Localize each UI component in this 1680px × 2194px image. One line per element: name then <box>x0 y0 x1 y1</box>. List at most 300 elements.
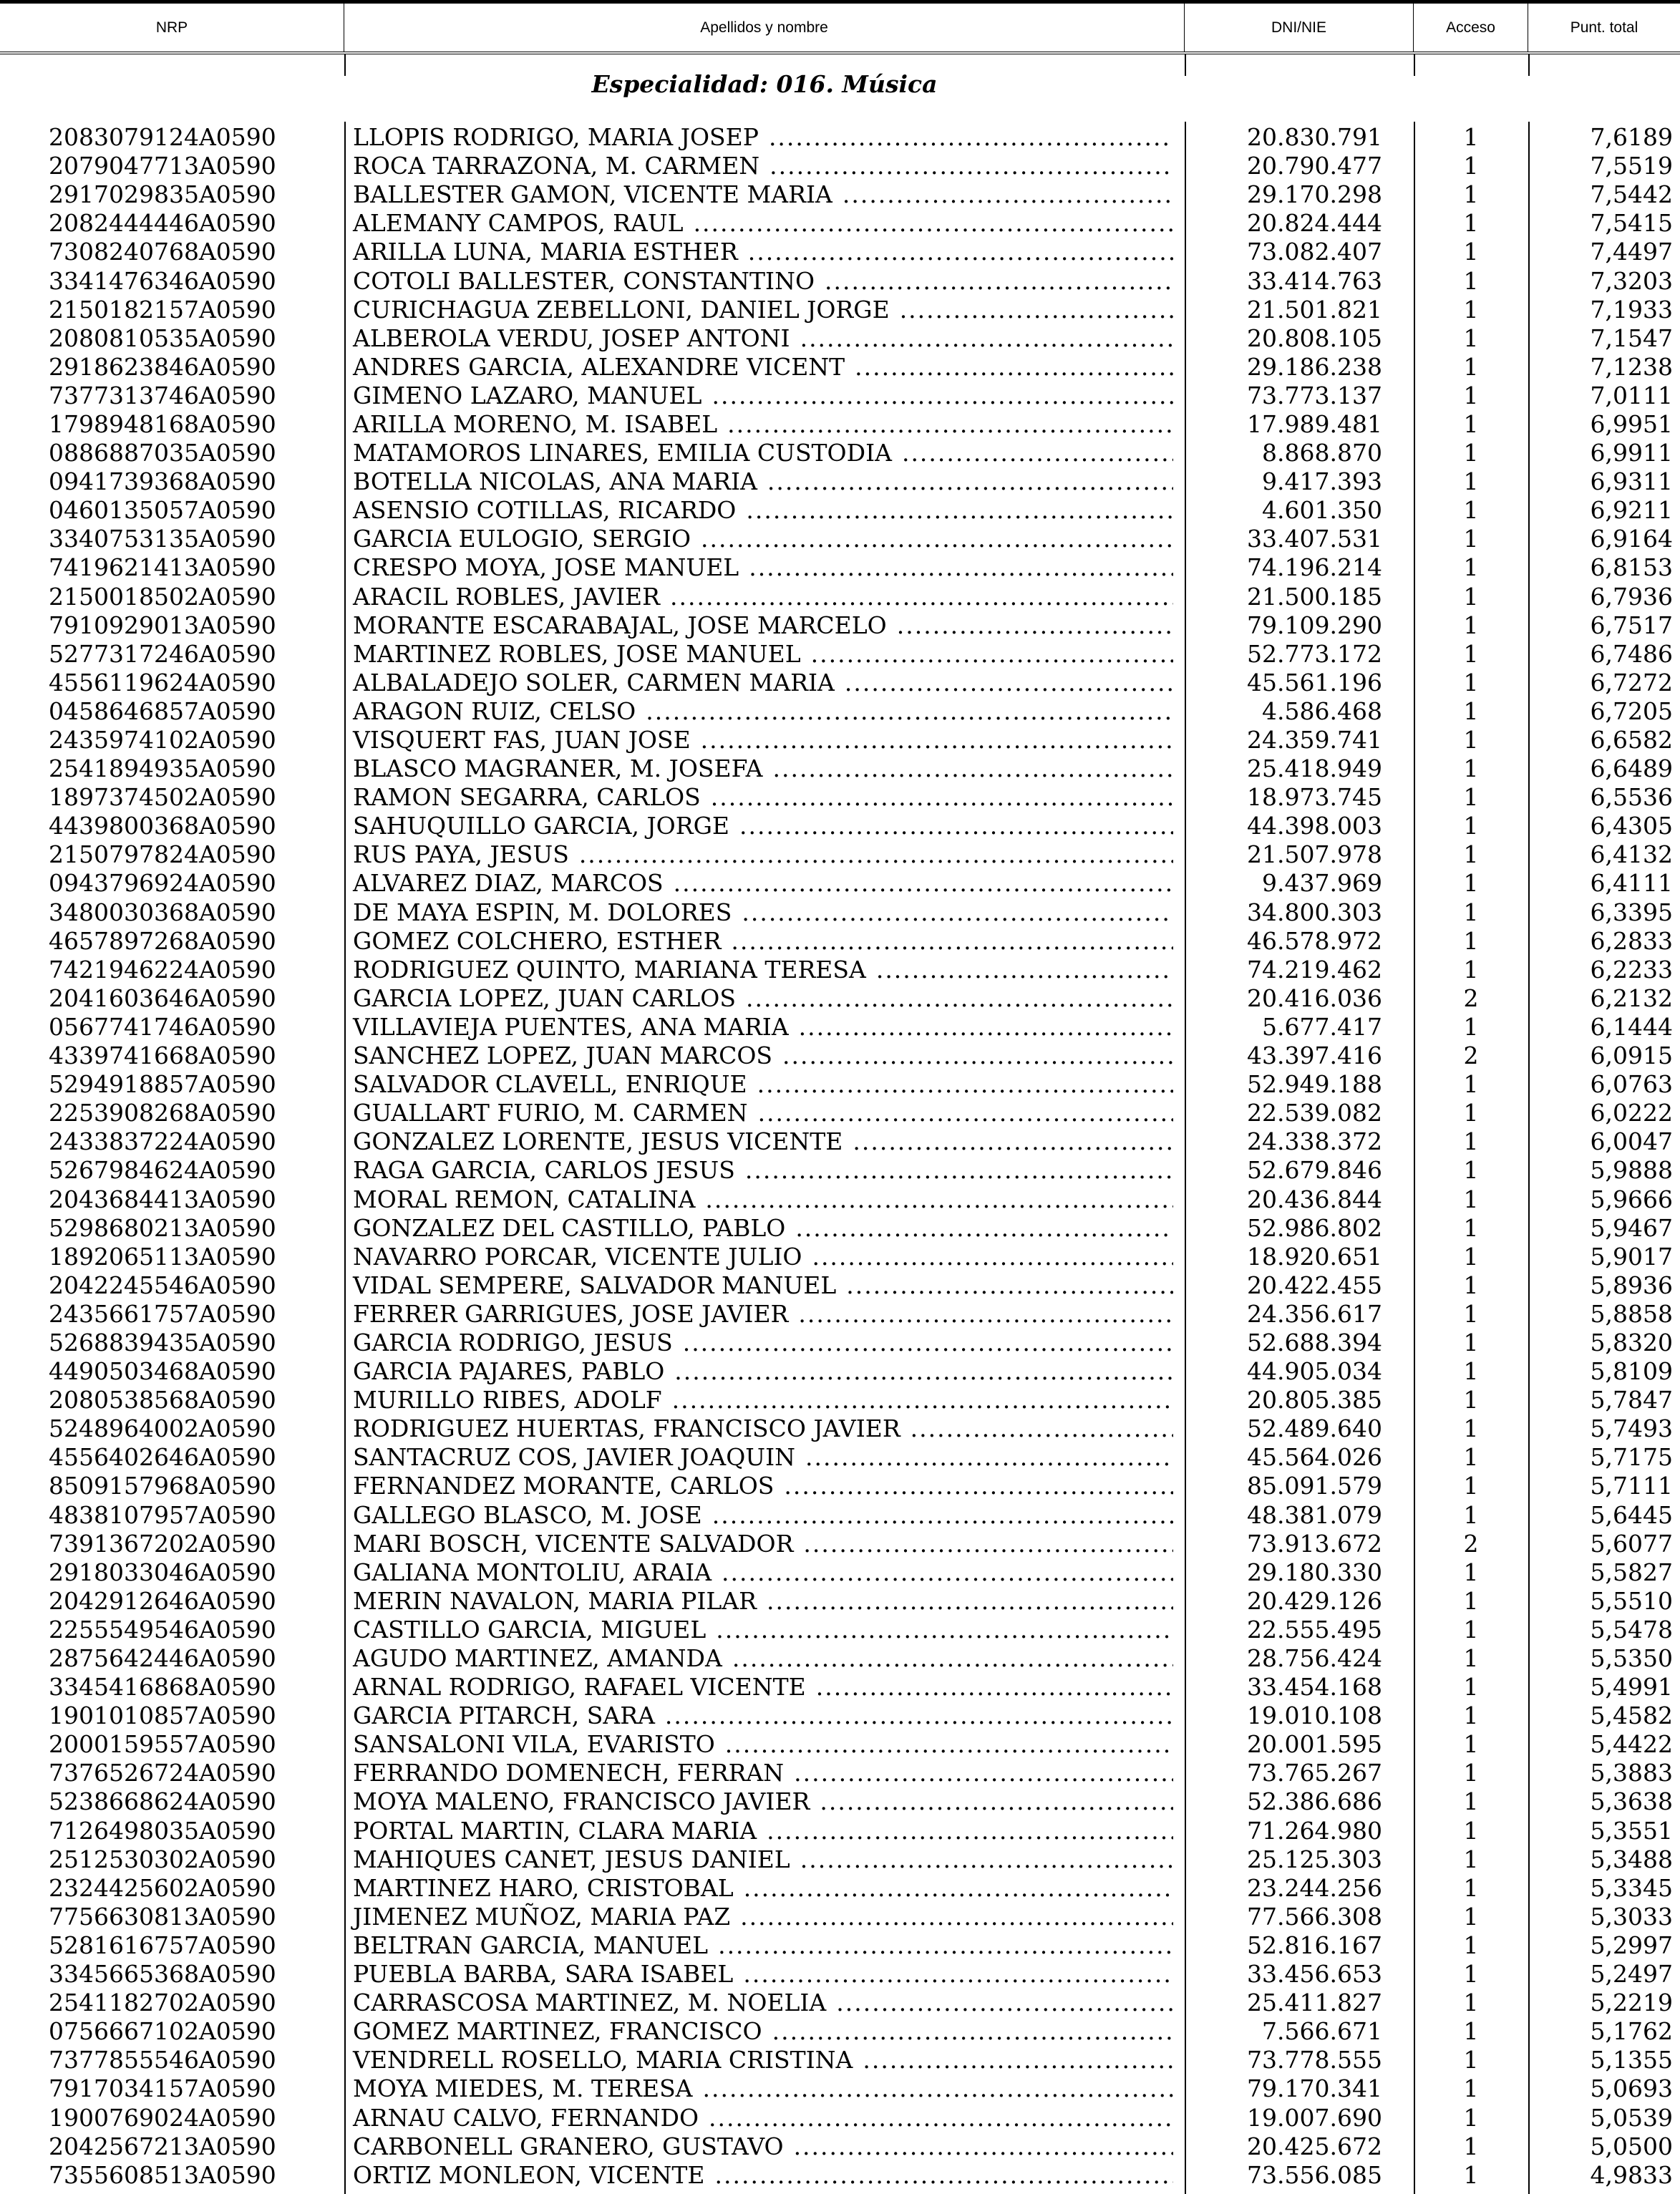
dni-cell: 74.219.462 <box>1247 955 1382 984</box>
acceso-cell: 1 <box>1463 668 1479 696</box>
nrp-cell: 2150797824A0590 <box>49 840 276 869</box>
name-cell <box>344 1329 1185 1357</box>
punt-total-cell: 5,4991 <box>1590 1673 1673 1702</box>
acceso-cell: 1 <box>1463 1443 1479 1472</box>
table-row <box>0 783 1680 812</box>
acceso-cell: 1 <box>1463 1759 1479 1787</box>
table-row <box>0 1730 1680 1759</box>
name-text: GALLEGO BLASCO, M. JOSE <box>353 1500 702 1529</box>
name-text: ARILLA LUNA, MARIA ESTHER <box>353 238 738 266</box>
punt-total-cell: 5,8936 <box>1590 1271 1673 1299</box>
dni-cell: 9.417.393 <box>1262 467 1382 496</box>
nrp-cell: 4490503468A0590 <box>49 1357 276 1386</box>
name-cell <box>344 1042 1185 1070</box>
table-row <box>0 1386 1680 1414</box>
table-row <box>0 1587 1680 1616</box>
nrp-cell: 2435974102A0590 <box>49 726 276 754</box>
punt-total-cell: 7,6189 <box>1590 123 1673 152</box>
name-cell <box>344 1243 1185 1271</box>
dni-cell: 77.566.308 <box>1247 1902 1382 1931</box>
punt-total-cell: 6,6489 <box>1590 754 1673 783</box>
dot-leader <box>757 1817 1173 1845</box>
nrp-cell: 7376526724A0590 <box>49 1759 276 1787</box>
table-row <box>0 583 1680 611</box>
nrp-cell: 7421946224A0590 <box>49 955 276 984</box>
dni-cell: 25.418.949 <box>1247 754 1382 783</box>
acceso-cell: 1 <box>1463 1845 1479 1873</box>
dni-cell: 52.489.640 <box>1247 1414 1382 1443</box>
nrp-cell: 0941739368A0590 <box>49 467 276 496</box>
dni-cell: 45.561.196 <box>1247 668 1382 696</box>
dni-cell: 29.186.238 <box>1247 352 1382 381</box>
punt-total-cell: 6,9951 <box>1590 409 1673 438</box>
dot-leader <box>748 1099 1173 1127</box>
acceso-cell: 1 <box>1463 1500 1479 1529</box>
dot-leader <box>890 296 1173 324</box>
nrp-cell: 2080810535A0590 <box>49 324 276 352</box>
table-row <box>0 496 1680 525</box>
punt-total-cell: 6,4111 <box>1590 869 1673 898</box>
name-text: SAHUQUILLO GARCIA, JORGE <box>353 812 730 840</box>
dni-cell: 52.773.172 <box>1247 639 1382 668</box>
nrp-cell: 7756630813A0590 <box>49 1902 276 1931</box>
acceso-cell: 1 <box>1463 409 1479 438</box>
acceso-cell: 1 <box>1463 553 1479 582</box>
nrp-cell: 2541894935A0590 <box>49 754 276 783</box>
punt-total-cell: 7,5519 <box>1590 152 1673 180</box>
name-text: NAVARRO PORCAR, VICENTE JULIO <box>353 1242 802 1271</box>
name-text: GARCIA LOPEZ, JUAN CARLOS <box>353 984 736 1012</box>
dot-leader <box>729 812 1173 840</box>
dot-leader <box>664 869 1173 898</box>
punt-total-cell: 6,9311 <box>1590 467 1673 496</box>
acceso-cell: 1 <box>1463 754 1479 783</box>
name-cell <box>344 467 1185 496</box>
punt-total-cell: 6,7205 <box>1590 696 1673 725</box>
name-text: GONZALEZ DEL CASTILLO, PABLO <box>353 1213 786 1242</box>
punt-total-cell: 7,0111 <box>1590 381 1673 409</box>
nrp-cell: 4556119624A0590 <box>49 668 276 696</box>
name-text: MOYA MIEDES, M. TERESA <box>353 2074 693 2103</box>
name-text: CARRASCOSA MARTINEZ, M. NOELIA <box>353 1989 827 2017</box>
acceso-cell: 1 <box>1463 2160 1479 2189</box>
punt-total-cell: 5,9017 <box>1590 1242 1673 1271</box>
name-text: FERRER GARRIGUES, JOSE JAVIER <box>353 1299 789 1328</box>
name-text: RODRIGUEZ HUERTAS, FRANCISCO JAVIER <box>353 1414 900 1443</box>
acceso-cell: 1 <box>1463 898 1479 926</box>
punt-total-cell: 5,0693 <box>1590 2074 1673 2103</box>
dot-leader <box>759 152 1173 180</box>
acceso-cell: 1 <box>1463 266 1479 295</box>
dot-leader <box>736 496 1173 525</box>
name-text: GALIANA MONTOLIU, ARAIA <box>353 1558 712 1586</box>
dot-leader <box>772 1042 1173 1070</box>
punt-total-cell: 6,7486 <box>1590 639 1673 668</box>
table-row <box>0 1042 1680 1070</box>
dot-leader <box>691 726 1173 754</box>
dot-leader <box>662 1386 1173 1414</box>
dot-leader <box>795 1443 1173 1472</box>
dni-cell: 73.082.407 <box>1247 238 1382 266</box>
dot-leader <box>721 927 1173 956</box>
column-divider <box>1414 54 1415 76</box>
table-row <box>0 1787 1680 1816</box>
table-row <box>0 525 1680 553</box>
dni-cell: 52.986.802 <box>1247 1213 1382 1242</box>
dot-leader <box>790 1845 1173 1874</box>
acceso-cell: 1 <box>1463 1615 1479 1644</box>
nrp-cell: 5277317246A0590 <box>49 639 276 668</box>
dni-cell: 20.830.791 <box>1247 123 1382 152</box>
name-text: MOYA MALENO, FRANCISCO JAVIER <box>353 1787 810 1816</box>
punt-total-cell: 5,0500 <box>1590 2132 1673 2160</box>
name-text: ORTIZ MONLEON, VICENTE <box>353 2160 705 2189</box>
nrp-cell: 1892065113A0590 <box>49 1242 276 1271</box>
punt-total-cell: 6,3395 <box>1590 898 1673 926</box>
name-cell <box>344 1989 1185 2017</box>
name-text: MURILLO RIBES, ADOLF <box>353 1386 662 1414</box>
name-cell <box>344 410 1185 439</box>
punt-total-cell: 6,9911 <box>1590 439 1673 467</box>
dni-cell: 29.170.298 <box>1247 180 1382 209</box>
acceso-cell: 1 <box>1463 525 1479 553</box>
name-text: MORAL REMON, CATALINA <box>353 1185 696 1213</box>
dni-cell: 44.905.034 <box>1247 1357 1382 1386</box>
table-row <box>0 553 1680 582</box>
table-row <box>0 956 1680 984</box>
header-name: Apellidos y nombre <box>344 4 1185 52</box>
nrp-cell: 2079047713A0590 <box>49 152 276 180</box>
table-row <box>0 611 1680 640</box>
name-text: CARBONELL GRANERO, GUSTAVO <box>353 2132 784 2160</box>
name-text: MAHIQUES CANET, JESUS DANIEL <box>353 1845 790 1873</box>
punt-total-cell: 5,2997 <box>1590 1931 1673 1959</box>
dni-cell: 20.416.036 <box>1247 984 1382 1012</box>
dni-cell: 73.913.672 <box>1247 1529 1382 1558</box>
dot-leader <box>832 180 1173 209</box>
acceso-cell: 1 <box>1463 696 1479 725</box>
dni-cell: 45.564.026 <box>1247 1443 1382 1472</box>
punt-total-cell: 6,1444 <box>1590 1012 1673 1041</box>
punt-total-cell: 7,1933 <box>1590 295 1673 324</box>
dni-cell: 21.501.821 <box>1247 295 1382 324</box>
name-text: ARNAL RODRIGO, RAFAEL VICENTE <box>353 1673 806 1702</box>
table-row <box>0 238 1680 266</box>
table-row <box>0 180 1680 209</box>
name-text: GONZALEZ LORENTE, JESUS VICENTE <box>353 1127 843 1156</box>
acceso-cell: 1 <box>1463 1127 1479 1156</box>
name-text: MARTINEZ HARO, CRISTOBAL <box>353 1873 734 1902</box>
punt-total-cell: 6,7517 <box>1590 611 1673 639</box>
name-cell <box>344 783 1185 812</box>
acceso-cell: 1 <box>1463 1673 1479 1702</box>
name-cell <box>344 1960 1185 1989</box>
name-text: PORTAL MARTIN, CLARA MARIA <box>353 1816 757 1845</box>
nrp-cell: 2080538568A0590 <box>49 1386 276 1414</box>
nrp-cell: 2541182702A0590 <box>49 1989 276 2017</box>
dni-cell: 33.456.653 <box>1247 1960 1382 1989</box>
dni-cell: 28.756.424 <box>1247 1644 1382 1673</box>
nrp-cell: 8509157968A0590 <box>49 1472 276 1500</box>
table-row <box>0 2132 1680 2161</box>
dot-leader <box>717 410 1173 439</box>
dot-leader <box>892 439 1173 467</box>
dot-leader <box>759 123 1173 152</box>
punt-total-cell: 6,0047 <box>1590 1127 1673 1156</box>
dni-cell: 79.109.290 <box>1247 611 1382 639</box>
name-cell <box>344 1271 1185 1300</box>
dni-cell: 20.429.126 <box>1247 1586 1382 1615</box>
name-text: MORANTE ESCARABAJAL, JOSE MARCELO <box>353 611 887 639</box>
acceso-cell: 2 <box>1463 984 1479 1012</box>
acceso-cell: 1 <box>1463 783 1479 812</box>
acceso-cell: 1 <box>1463 1989 1479 2017</box>
dni-cell: 74.196.214 <box>1247 553 1382 582</box>
table-row <box>0 754 1680 783</box>
dot-leader <box>806 1673 1173 1702</box>
dni-cell: 43.397.416 <box>1247 1042 1382 1070</box>
table-row <box>0 1673 1680 1702</box>
name-text: ALVAREZ DIAZ, MARCOS <box>353 869 664 898</box>
nrp-cell: 1897374502A0590 <box>49 783 276 812</box>
table-row <box>0 1501 1680 1530</box>
dni-cell: 48.381.079 <box>1247 1500 1382 1529</box>
dni-cell: 73.556.085 <box>1247 2160 1382 2189</box>
acceso-cell: 1 <box>1463 639 1479 668</box>
name-cell <box>344 439 1185 467</box>
punt-total-cell: 6,0915 <box>1590 1042 1673 1070</box>
dot-leader <box>715 1730 1173 1759</box>
name-text: ANDRES GARCIA, ALEXANDRE VICENT <box>353 352 845 381</box>
dni-cell: 73.773.137 <box>1247 381 1382 409</box>
nrp-cell: 5294918857A0590 <box>49 1070 276 1099</box>
name-text: CURICHAGUA ZEBELLONI, DANIEL JORGE <box>353 295 890 324</box>
name-cell <box>344 1787 1185 1816</box>
punt-total-cell: 5,1355 <box>1590 2046 1673 2074</box>
punt-total-cell: 5,7493 <box>1590 1414 1673 1443</box>
punt-total-cell: 5,3551 <box>1590 1816 1673 1845</box>
dot-leader <box>693 2074 1173 2103</box>
column-divider <box>1528 54 1530 76</box>
dot-leader <box>845 353 1173 382</box>
dot-leader <box>569 840 1173 869</box>
dot-leader <box>836 1271 1173 1300</box>
name-cell <box>344 1472 1185 1500</box>
name-cell <box>344 324 1185 353</box>
name-cell <box>344 2104 1185 2132</box>
table-row <box>0 898 1680 927</box>
punt-total-cell: 6,4305 <box>1590 812 1673 840</box>
acceso-cell: 1 <box>1463 582 1479 611</box>
table-row <box>0 2074 1680 2103</box>
name-cell <box>344 1903 1185 1931</box>
name-text: MARI BOSCH, VICENTE SALVADOR <box>353 1529 794 1558</box>
dni-cell: 20.824.444 <box>1247 209 1382 238</box>
name-cell <box>344 1214 1185 1243</box>
table-row <box>0 1874 1680 1903</box>
punt-total-cell: 5,2219 <box>1590 1989 1673 2017</box>
name-text: ALBEROLA VERDU, JOSEP ANTONI <box>353 324 790 352</box>
acceso-cell: 1 <box>1463 1299 1479 1328</box>
dni-cell: 33.407.531 <box>1247 525 1382 553</box>
acceso-cell: 1 <box>1463 1730 1479 1759</box>
table-row <box>0 1702 1680 1730</box>
acceso-cell: 1 <box>1463 152 1479 180</box>
punt-total-cell: 5,5827 <box>1590 1558 1673 1586</box>
nrp-cell: 7308240768A0590 <box>49 238 276 266</box>
table-row <box>0 1357 1680 1386</box>
dni-cell: 71.264.980 <box>1247 1816 1382 1845</box>
nrp-cell: 5281616757A0590 <box>49 1931 276 1959</box>
punt-total-cell: 5,3345 <box>1590 1873 1673 1902</box>
name-cell <box>344 180 1185 209</box>
dni-cell: 20.808.105 <box>1247 324 1382 352</box>
table-row <box>0 1530 1680 1558</box>
punt-total-cell: 6,0222 <box>1590 1099 1673 1127</box>
nrp-cell: 4439800368A0590 <box>49 812 276 840</box>
acceso-cell: 2 <box>1463 1042 1479 1070</box>
nrp-cell: 0460135057A0590 <box>49 496 276 525</box>
name-text: BELTRAN GARCIA, MANUEL <box>353 1931 709 1959</box>
table-row <box>0 1414 1680 1443</box>
acceso-cell: 1 <box>1463 1558 1479 1586</box>
table-row <box>0 1127 1680 1156</box>
nrp-cell: 4838107957A0590 <box>49 1500 276 1529</box>
acceso-cell: 1 <box>1463 496 1479 525</box>
punt-total-cell: 5,6077 <box>1590 1529 1673 1558</box>
name-cell <box>344 1185 1185 1214</box>
name-cell <box>344 1616 1185 1644</box>
name-cell <box>344 640 1185 669</box>
name-text: RODRIGUEZ QUINTO, MARIANA TERESA <box>353 955 866 984</box>
dot-leader <box>843 1127 1173 1156</box>
name-cell <box>344 1013 1185 1042</box>
name-cell <box>344 1931 1185 1960</box>
punt-total-cell: 5,3883 <box>1590 1759 1673 1787</box>
dni-cell: 24.356.617 <box>1247 1299 1382 1328</box>
table-row <box>0 2161 1680 2190</box>
dot-leader <box>706 1616 1173 1644</box>
name-text: FERNANDEZ MORANTE, CARLOS <box>353 1472 775 1500</box>
dot-leader <box>732 898 1173 927</box>
table-row <box>0 1243 1680 1271</box>
nrp-cell: 2042912646A0590 <box>49 1586 276 1615</box>
punt-total-cell: 7,3203 <box>1590 266 1673 295</box>
header-dni: DNI/NIE <box>1185 4 1414 52</box>
acceso-cell: 1 <box>1463 1960 1479 1989</box>
nrp-cell: 3345665368A0590 <box>49 1960 276 1989</box>
header-nrp: NRP <box>0 4 344 52</box>
nrp-cell: 3345416868A0590 <box>49 1673 276 1702</box>
name-cell <box>344 2161 1185 2190</box>
name-text: PUEBLA BARBA, SARA ISABEL <box>353 1960 734 1989</box>
dni-cell: 9.437.969 <box>1262 869 1382 898</box>
table-row <box>0 1214 1680 1243</box>
dot-leader <box>701 382 1173 410</box>
dni-cell: 52.949.188 <box>1247 1070 1382 1099</box>
table-row <box>0 812 1680 840</box>
acceso-cell: 1 <box>1463 1271 1479 1299</box>
dot-leader <box>695 1185 1173 1214</box>
name-cell <box>344 1501 1185 1530</box>
punt-total-cell: 5,9666 <box>1590 1185 1673 1213</box>
name-text: ARACIL ROBLES, JAVIER <box>353 582 660 611</box>
dot-leader <box>712 1558 1173 1587</box>
name-cell <box>344 669 1185 697</box>
table-row <box>0 209 1680 238</box>
acceso-cell: 1 <box>1463 1070 1479 1099</box>
dni-cell: 18.973.745 <box>1247 783 1382 812</box>
dni-cell: 29.180.330 <box>1247 1558 1382 1586</box>
dni-cell: 20.001.595 <box>1247 1730 1382 1759</box>
acceso-cell: 1 <box>1463 295 1479 324</box>
table-row <box>0 2046 1680 2074</box>
name-cell <box>344 209 1185 238</box>
nrp-cell: 3480030368A0590 <box>49 898 276 926</box>
dot-leader <box>747 1070 1173 1099</box>
nrp-cell: 3340753135A0590 <box>49 525 276 553</box>
dot-leader <box>722 1644 1173 1673</box>
dni-cell: 22.555.495 <box>1247 1615 1382 1644</box>
dni-cell: 17.989.481 <box>1247 409 1382 438</box>
dot-leader <box>810 1787 1173 1816</box>
name-text: DE MAYA ESPIN, M. DOLORES <box>353 898 732 926</box>
name-text: SANCHEZ LOPEZ, JUAN MARCOS <box>353 1042 773 1070</box>
header-punt: Punt. total <box>1570 19 1638 36</box>
acceso-cell: 1 <box>1463 1242 1479 1271</box>
dni-cell: 44.398.003 <box>1247 812 1382 840</box>
name-text: BOTELLA NICOLAS, ANA MARIA <box>353 467 757 496</box>
dot-leader <box>664 1357 1173 1386</box>
punt-total-cell: 7,5415 <box>1590 209 1673 238</box>
dot-leader <box>660 583 1173 611</box>
acceso-cell: 1 <box>1463 1931 1479 1959</box>
dni-cell: 33.414.763 <box>1247 266 1382 295</box>
dot-leader <box>691 525 1173 553</box>
name-cell <box>344 152 1185 180</box>
acceso-cell: 1 <box>1463 869 1479 898</box>
dot-leader <box>699 2104 1173 2132</box>
name-text: GARCIA PAJARES, PABLO <box>353 1357 665 1386</box>
acceso-cell: 1 <box>1463 123 1479 152</box>
dni-cell: 52.688.394 <box>1247 1328 1382 1356</box>
name-cell <box>344 267 1185 296</box>
punt-total-cell: 5,4582 <box>1590 1702 1673 1730</box>
nrp-cell: 2043684413A0590 <box>49 1185 276 1213</box>
name-text: SALVADOR CLAVELL, ENRIQUE <box>353 1070 747 1099</box>
dot-leader <box>790 324 1173 353</box>
acceso-cell: 1 <box>1463 1386 1479 1414</box>
acceso-cell: 1 <box>1463 238 1479 266</box>
name-text: ARILLA MORENO, M. ISABEL <box>353 409 718 438</box>
dni-cell: 22.539.082 <box>1247 1099 1382 1127</box>
dot-leader <box>734 1874 1173 1903</box>
nrp-cell: 2083079124A0590 <box>49 123 276 152</box>
name-cell <box>344 1443 1185 1472</box>
table-row <box>0 266 1680 295</box>
dot-leader <box>757 1587 1173 1616</box>
dot-leader <box>762 2017 1173 2046</box>
acceso-cell: 1 <box>1463 2103 1479 2132</box>
name-text: MARTINEZ ROBLES, JOSE MANUEL <box>353 639 801 668</box>
name-text: GOMEZ COLCHERO, ESTHER <box>353 926 722 955</box>
dni-cell: 21.500.185 <box>1247 582 1382 611</box>
nrp-cell: 2150182157A0590 <box>49 295 276 324</box>
table-row <box>0 296 1680 324</box>
punt-total-cell: 5,8320 <box>1590 1328 1673 1356</box>
nrp-cell: 7391367202A0590 <box>49 1529 276 1558</box>
nrp-cell: 2255549546A0590 <box>49 1615 276 1644</box>
